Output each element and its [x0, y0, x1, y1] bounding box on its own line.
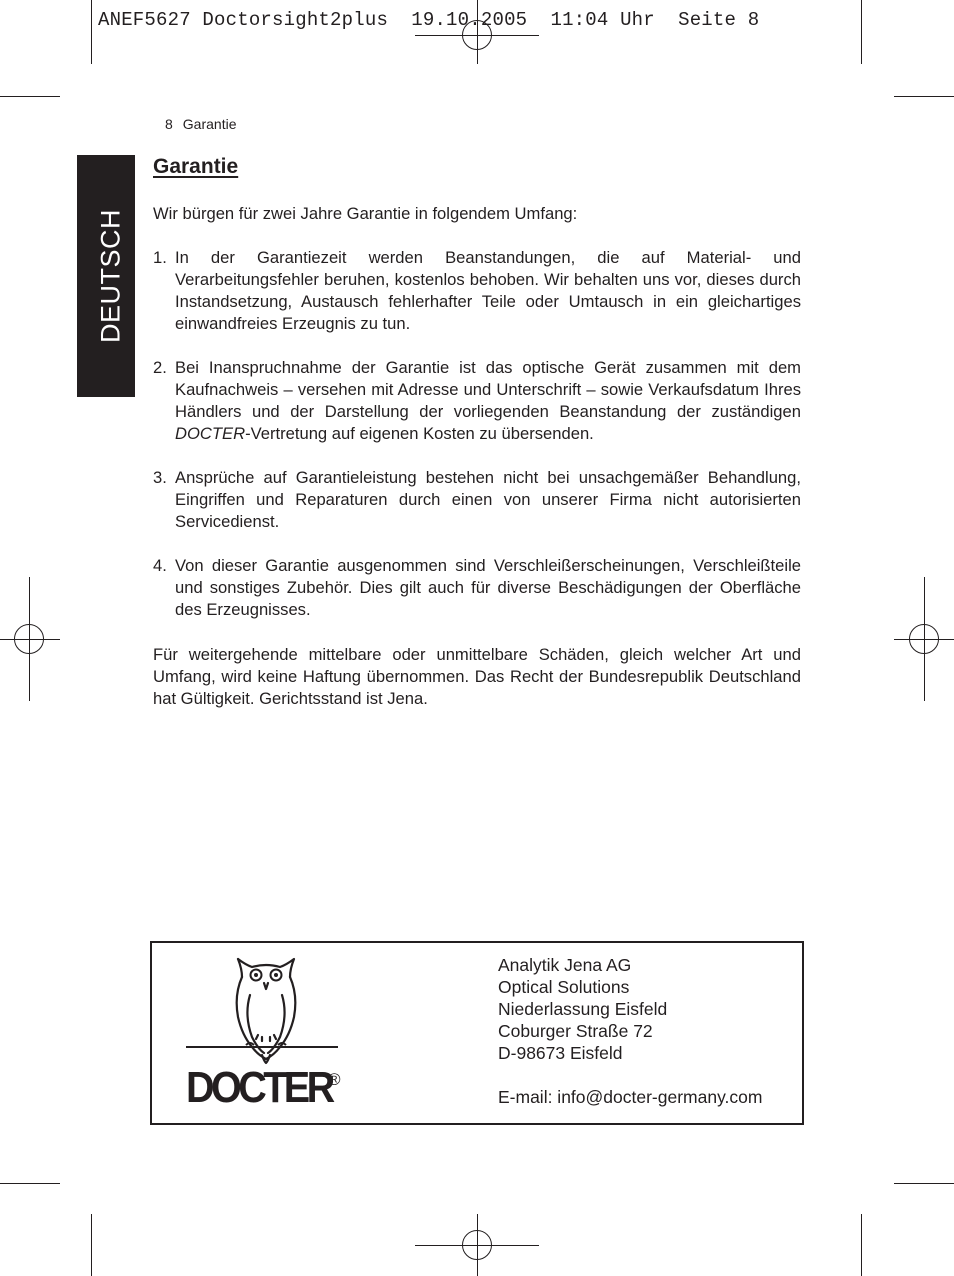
brand-name-inline: DOCTER	[175, 424, 246, 443]
brand-logo-text: DOCTER	[186, 1063, 332, 1112]
address-line: Coburger Straße 72	[498, 1021, 653, 1041]
intro-paragraph: Wir bürgen für zwei Jahre Garantie in folgendem Umfang:	[153, 204, 578, 223]
page-number: 8	[165, 116, 173, 132]
address-line: D-98673 Eisfeld	[498, 1043, 623, 1063]
item-text-part: -Vertretung auf eigenen Kosten zu übersenden.	[245, 424, 594, 443]
list-item	[153, 357, 801, 445]
closing-paragraph: Für weitergehende mittelbare oder unmittelbare Schäden, gleich welcher Art und Umfang, wird keine Haftung übernommen. Das Recht der Bundesrepublik Deutschland hat Gültigkeit. Gerichtsstand ist Jena.	[153, 645, 801, 708]
section-name: Garantie	[182, 116, 237, 132]
item-number: 1.	[153, 248, 167, 267]
print-slug: ANEF5627 Doctorsight2plus 19.10.2005 11:04 Uhr Seite 8	[98, 9, 760, 31]
address-line: Optical Solutions	[498, 977, 630, 997]
contact-email: E-mail: info@docter-germany.com	[498, 1087, 763, 1107]
address-line: Niederlassung Eisfeld	[498, 999, 668, 1019]
item-text: Ansprüche auf Garantieleistung bestehen nicht bei unsachgemäßer Behandlung, Eingriffen und Reparaturen durch einen von unserer Firma nicht autorisierten Servicedienst.	[175, 468, 801, 531]
item-number: 2.	[153, 358, 167, 377]
warranty-conditions-list	[153, 247, 801, 643]
registered-mark: ®	[328, 1070, 341, 1089]
item-text: In der Garantiezeit werden Beanstandungen, die auf Material- und Verarbeitungsfehler beruhen, kostenlos behoben. Wir behalten uns vor, dieses durch Instandsetzung, Austausch fehlerhafter Teile oder Umtausch in ein gleichartiges einwandfreies Erzeugnis zu tun.	[175, 248, 801, 333]
item-text: Von dieser Garantie ausgenommen sind Verschleißerscheinungen, Verschleißteile und sonstiges Zubehör. Dies gilt auch für diverse Beschädigungen der Oberfläche des Erzeugnisses.	[175, 556, 801, 619]
item-text	[175, 358, 801, 443]
item-number: 3.	[153, 468, 167, 487]
address-spacer	[498, 1064, 762, 1086]
contact-address	[498, 954, 762, 1108]
list-item	[153, 247, 801, 335]
running-header	[165, 116, 237, 132]
item-number: 4.	[153, 556, 167, 575]
language-tab-label: DEUTSCH	[95, 208, 126, 344]
item-text-part: Bei Inanspruchnahme der Garantie ist das optische Gerät zusammen mit dem Kaufnachweis – versehen mit Adresse und Unterschrift – sowie Verkaufsdatum Ihres Händlers und der Darstellung der vorliegenden Beanstandung der zuständigen	[175, 358, 801, 421]
list-item	[153, 555, 801, 621]
address-line: Analytik Jena AG	[498, 955, 632, 975]
list-item	[153, 467, 801, 533]
page-title: Garantie	[153, 155, 239, 178]
